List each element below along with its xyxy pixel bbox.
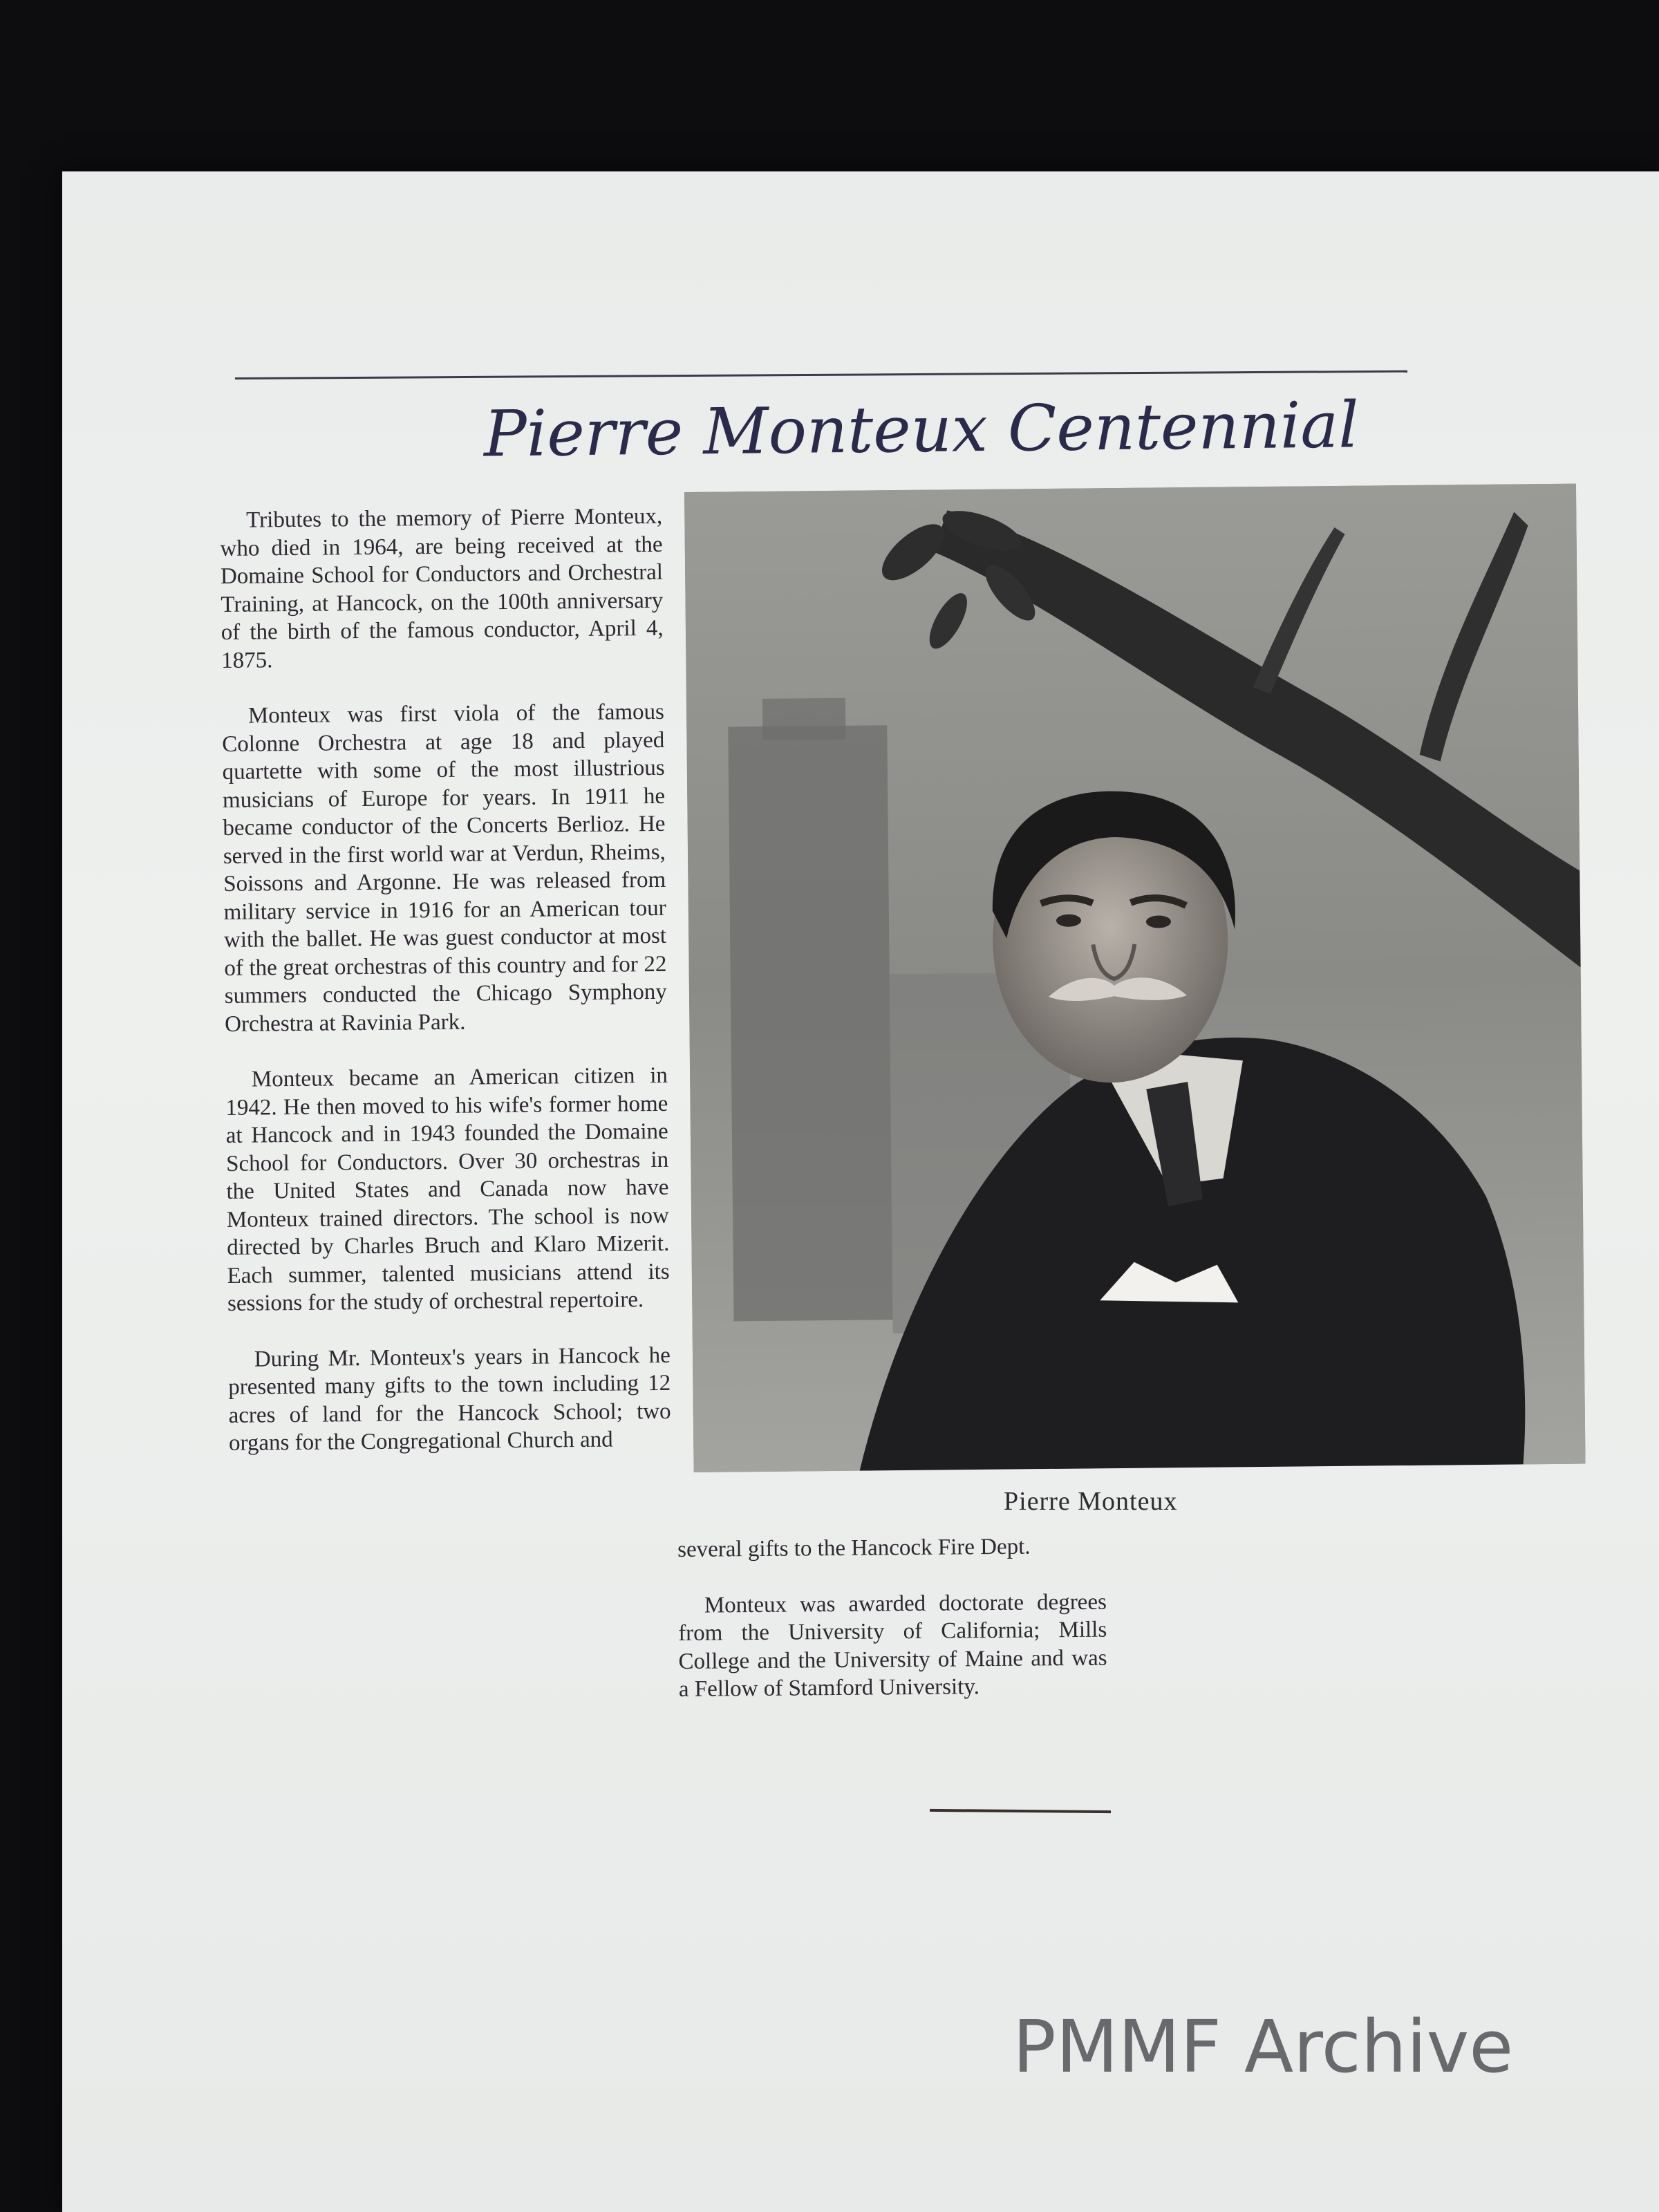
left-column (220, 503, 672, 1485)
paragraph-gifts-continued: several gifts to the Hancock Fire Dept. (677, 1534, 1031, 1562)
photo-caption: Pierre Monteux (1004, 1487, 1178, 1516)
portrait-illustration (684, 484, 1586, 1472)
paragraph-citizenship: Monteux became an American citizen in 1942. He then moved to his wife's former home at Hancock and in 1943 founded the Domaine School for Conductors. Over 30 orchestras in the United States and Canada now have Monteux trained directors. The school is now directed by Charles Bruch and Klaro Mizerit. Each summer, talented musicians attend its sessions for the study of orchestral repertoire. (225, 1062, 670, 1316)
paragraph-career: Monteux was first viola of the famous Colonne Orchestra at age 18 and played quartette with some of the most illustrious musicians of Europe for years. In 1911 he became conductor of the Concerts Berlioz. He served in the first world war at Verdun, Rheims, Soissons and Argonne. He was released from military service in 1916 for an American tour with the ballet. He was guest conductor at most of the great orchestras of this country and for 22 summers conducted the Chicago Symphony Orchestra at Ravinia Park. (222, 699, 667, 1037)
paragraph-intro: Tributes to the memory of Pierre Monteux, who died in 1964, are being received at the Domaine School for Conductors and Orchestral Training, at Hancock, on the 100th anniversary of the birth of the famous conductor, April 4, 1875. (220, 503, 664, 673)
paragraph-degrees: Monteux was awarded doctorate degrees from the University of California; Mills College and the University of Maine and was a Fellow of Stamford University. (678, 1589, 1107, 1702)
middle-column (677, 1533, 1107, 1732)
article-headline: Pierre Monteux Centennial (483, 388, 1360, 471)
paragraph-gifts: During Mr. Monteux's years in Hancock he presented many gifts to the town including 12 acres of land for the Hancock School; two organs for the Congregational Church and (228, 1342, 671, 1456)
archive-watermark: PMMF Archive (1013, 2005, 1514, 2089)
portrait-photo (684, 484, 1586, 1472)
